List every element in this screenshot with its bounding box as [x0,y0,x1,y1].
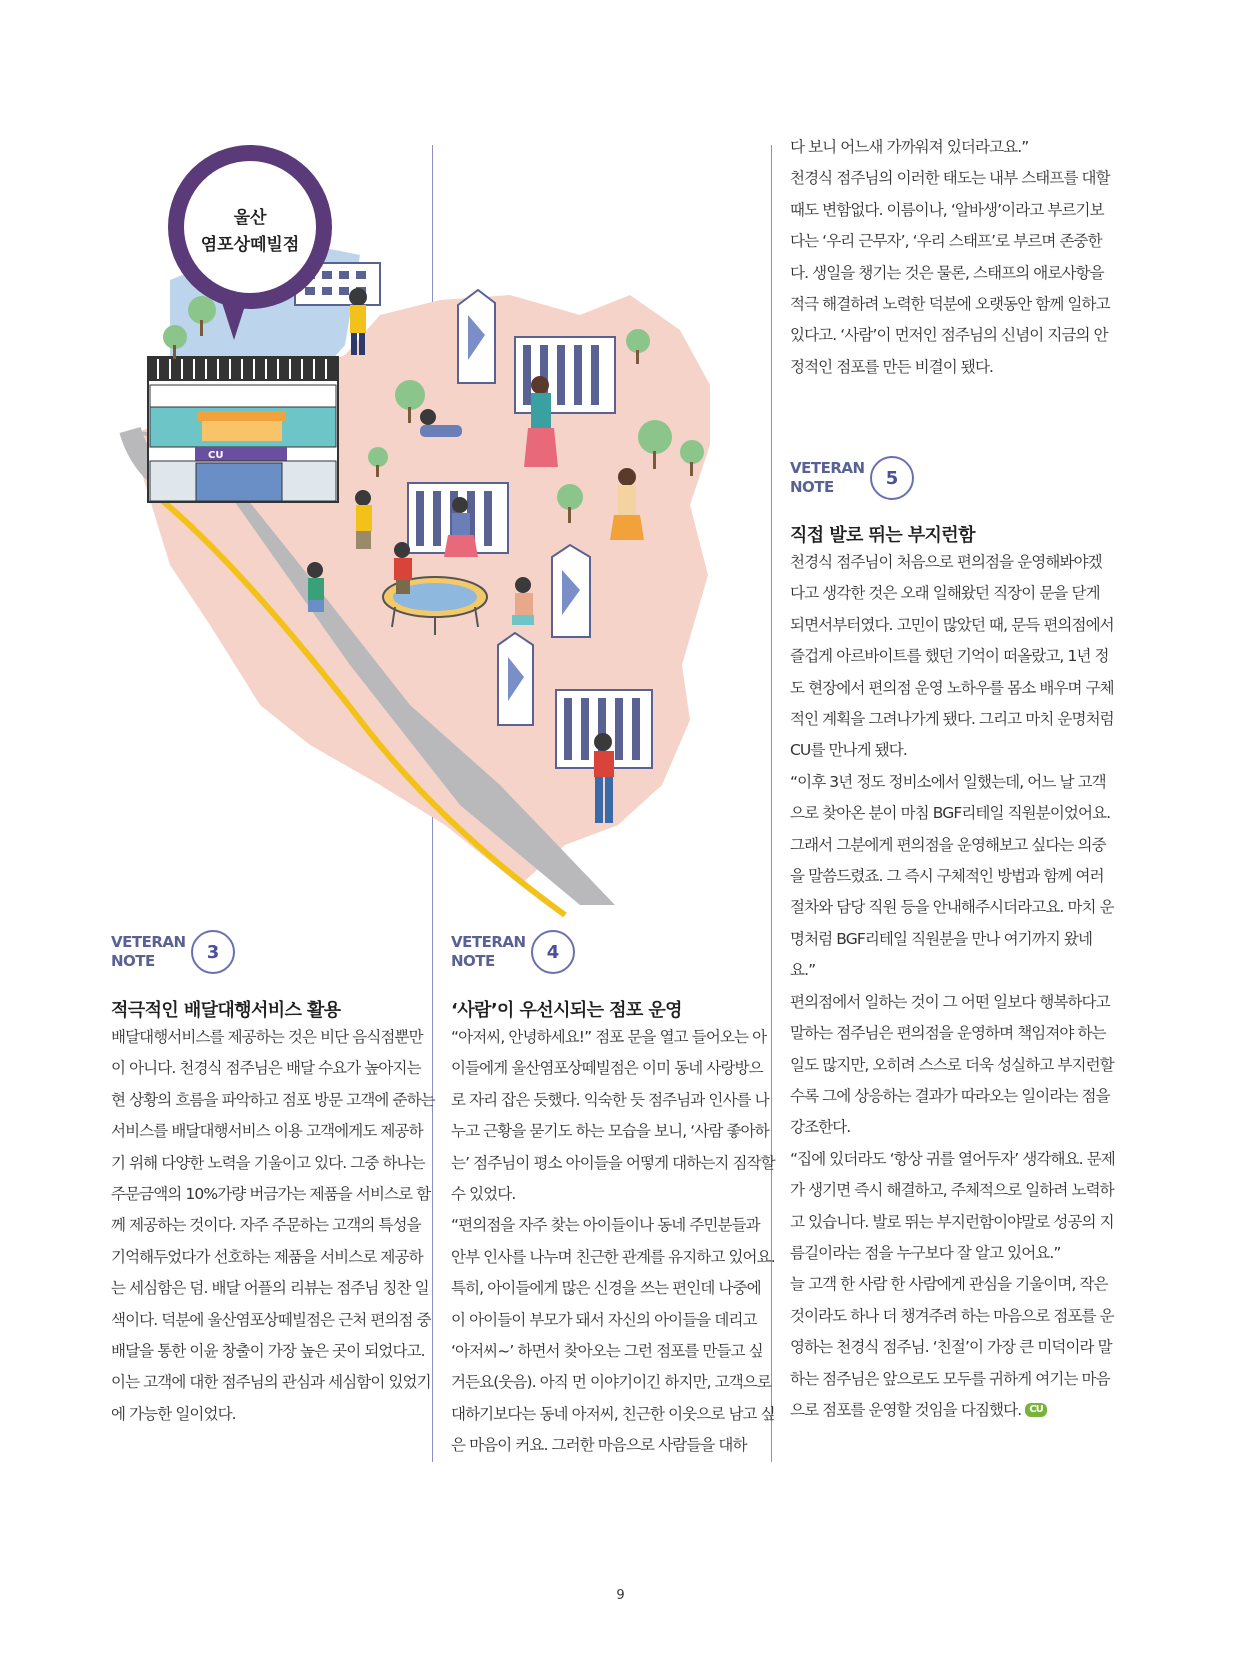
body-paragraph: 다 보니 어느새 가까워져 있더라고요.” [790,138,1029,156]
veteran-note-5-body [790,547,1115,1426]
body-paragraph: “편의점을 자주 찾는 아이들이나 동네 주민분들과 안부 인사를 나누며 친근한 관계를 유지하고 있어요. 특히, 아이들에게 많은 신경을 쓰는 편인데 나중에 이 아이들이 부모가 돼서 자신의 아이들을 데리고 ‘아저씨~’ 하면서 찾아오는 그런 점포를 만들고 싶거든요(웃음). 아직 먼 이야기이긴 하지만, 고객으로 대하기보다는 동네 아저씨, 친근한 이웃으로 남고 싶은 마음이 커요. 그러한 마음으로 사람들을 대하 [451,1216,775,1455]
veteran-note-5-title: 직접 발로 뛰는 부지런함 [790,525,975,546]
closing-paragraph-text: 늘 고객 한 사람 한 사람에게 관심을 기울이며, 작은 것이라도 하나 더 챙겨주려 하는 마음으로 점포를 운영하는 천경식 점주님. ‘친절’이 가장 큰 미덕이라 말하는 점주님은 앞으로도 모두를 귀하게 여기는 마음으로 점포를 운영할 것임을 다짐했다. [790,1275,1114,1419]
body-paragraph: “이후 3년 정도 정비소에서 일했는데, 어느 날 고객으로 찾아온 분이 마침 BGF리테일 직원분이었어요. 그래서 그분에게 편의점을 운영해보고 싶다는 의중을 말씀드렸죠. 그 즉시 구체적인 방법과 함께 여러 절차와 담당 직원 등을 안내해주시더라고요. 마치 운명처럼 BGF리테일 직원분을 만나 여기까지 왔네요.” [790,772,1114,980]
veteran-note-4-body [451,1022,776,1462]
location-pin-title-line1: 울산 [233,208,267,228]
page-number: 9 [616,1588,625,1603]
veteran-note-4-number: 4 [531,930,575,974]
body-paragraph: “아저씨, 안녕하세요!” 점포 문을 열고 들어오는 아이들에게 울산염포상떼빌점은 이미 동네 사랑방으로 자리 잡은 듯했다. 익숙한 듯 점주님과 인사를 나누고 근황을 묻기도 하는 모습을 보니, ‘사람 좋아하는’ 점주님이 평소 아이들을 어떻게 대하는지 짐작할 수 있었다. [451,1028,775,1204]
body-paragraph: 천경식 점주님이 처음으로 편의점을 운영해봐야겠다고 생각한 것은 오래 일해왔던 직장이 문을 닫게 되면서부터였다. 고민이 많았던 때, 문득 편의점에서 즐겁게 아르바이트를 했던 기억이 떠올랐고, 1년 정도 현장에서 편의점 운영 노하우를 몸소 배우며 구체적인 계획을 그려나가게 됐다. 그리고 마치 운명처럼 CU를 만나게 됐다. [790,553,1114,760]
veteran-note-4-label-line2: NOTE [451,952,495,970]
veteran-note-4-title: ‘사람’이 우선시되는 점포 운영 [451,1000,682,1021]
neighborhood-illustration [110,145,770,975]
veteran-note-3-label-line2: NOTE [111,952,155,970]
body-paragraph: 천경식 점주님의 이러한 태도는 내부 스태프를 대할 때도 변함없다. 이름이나, ‘알바생’이라고 부르기보다는 ‘우리 근무자’, ‘우리 스태프’로 부르며 존중한다. 생일을 챙기는 것은 물론, 스태프의 애로사항을 적극 해결하려 노력한 덕분에 오랫동안 함께 일하고 있다고. ‘사람’이 먼저인 점주님의 신념이 지금의 안정적인 점포를 만든 비결이 됐다. [790,169,1110,376]
location-pin-title-line2: 염포상떼빌점 [200,235,300,255]
veteran-note-5-number: 5 [870,456,914,500]
veteran-note-5-tag [790,456,914,500]
veteran-note-3-tag [111,930,235,974]
veteran-note-4-tag [451,930,575,974]
veteran-note-4-label-line1: VETERAN [451,933,526,951]
body-paragraph: 배달대행서비스를 제공하는 것은 비단 음식점뿐만이 아니다. 천경식 점주님은 배달 수요가 높아지는 현 상황의 흐름을 파악하고 점포 방문 고객에 준하는 서비스를 배달대행서비스 이용 고객에게도 제공하기 위해 다양한 노력을 기울이고 있다. 그중 하나는 주문금액의 10%가량 버금가는 제품을 서비스로 함께 제공하는 것이다. 자주 주문하는 고객의 특성을 기억해두었다가 선호하는 제품을 서비스로 제공하는 세심함은 덤. 배달 어플의 리뷰는 점주님 칭찬 일색이다. 덕분에 울산염포상떼빌점은 근처 편의점 중 배달을 통한 이윤 창출이 가장 높은 곳이 되었다고. 이는 고객에 대한 점주님의 관심과 세심함이 있었기에 가능한 일이었다. [111,1028,435,1423]
veteran-note-3-title: 적극적인 배달대행서비스 활용 [111,1000,341,1021]
cu-logo-icon: CU [1025,1403,1047,1417]
veteran-note-5-label-line2: NOTE [790,478,834,496]
veteran-note-5-label-line1: VETERAN [790,459,865,477]
veteran-note-3-number: 3 [191,930,235,974]
body-paragraph: 편의점에서 일하는 것이 그 어떤 일보다 행복하다고 말하는 점주님은 편의점을 운영하며 책임져야 하는 일도 많지만, 오히려 스스로 더욱 성실하고 부지런할수록 그에 상응하는 결과가 따라오는 일이라는 점을 강조한다. [790,992,1114,1137]
body-paragraph [790,1269,1115,1426]
veteran-note-3-body [111,1022,436,1430]
veteran-note-4-continued [790,132,1115,383]
store-building-icon [148,357,338,502]
body-paragraph: “집에 있더라도 ‘항상 귀를 열어두자’ 생각해요. 문제가 생기면 즉시 해결하고, 주체적으로 일하려 노력하고 있습니다. 발로 뛰는 부지런함이야말로 성공의 지름길이라는 점을 누구보다 잘 알고 있어요.” [790,1149,1115,1262]
veteran-note-3-label-line1: VETERAN [111,933,186,951]
store-sign-text: CU [208,450,224,461]
